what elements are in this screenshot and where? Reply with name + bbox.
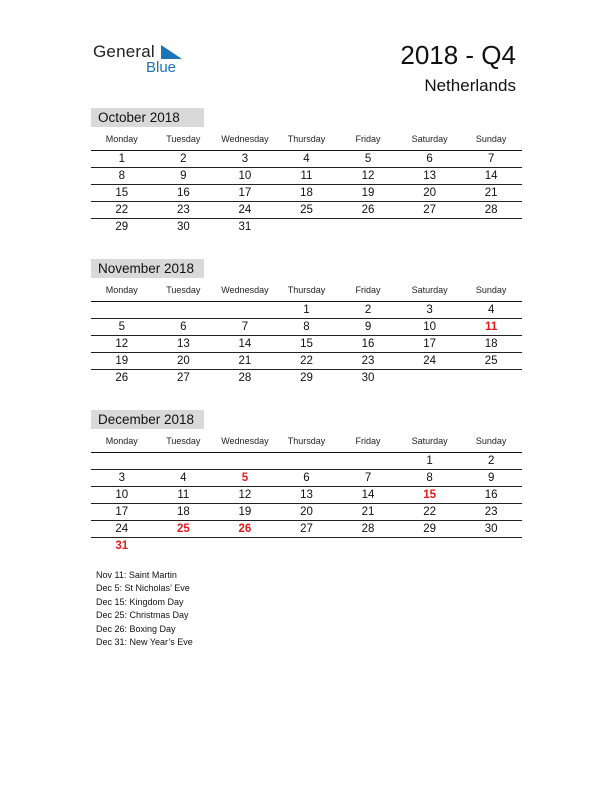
weekday-label: Saturday — [411, 285, 448, 295]
week-row — [91, 336, 522, 353]
day-cell: 10 — [115, 489, 129, 501]
day-cell: 27 — [423, 204, 436, 216]
empty-day-cell — [337, 219, 399, 235]
day-cell: 27 — [300, 523, 313, 535]
weekday-label: Tuesday — [166, 436, 201, 446]
weekday-label: Tuesday — [166, 134, 201, 144]
day-cell: 15 — [300, 338, 313, 350]
day-cell: 13 — [176, 338, 190, 350]
holiday-note: Dec 15: Kingdom Day — [96, 596, 184, 607]
weekday-label: Friday — [355, 134, 381, 144]
day-cell: 18 — [300, 187, 313, 199]
day-cell: 9 — [180, 170, 187, 182]
day-cell: 10 — [238, 170, 252, 182]
day-cell: 1 — [303, 304, 310, 316]
day-cell: 14 — [484, 170, 498, 182]
week-row — [91, 353, 522, 370]
day-cell: 29 — [115, 221, 129, 233]
day-cell: 3 — [118, 472, 125, 484]
day-cell: 8 — [303, 321, 310, 333]
month-november — [91, 259, 522, 386]
week-row — [91, 302, 522, 319]
day-cell: 5 — [241, 472, 249, 484]
day-cell: 14 — [361, 489, 375, 501]
empty-day-cell — [91, 453, 153, 469]
day-cell: 24 — [423, 355, 436, 367]
day-cell: 12 — [361, 170, 375, 182]
day-cell: 13 — [423, 170, 436, 182]
weekday-label: Tuesday — [166, 285, 201, 295]
day-cell: 2 — [487, 455, 495, 467]
day-cell: 13 — [300, 489, 313, 501]
day-cell: 11 — [485, 321, 498, 333]
weekday-header — [91, 279, 522, 302]
day-cell: 23 — [176, 204, 190, 216]
weekday-label: Wednesday — [221, 134, 269, 144]
day-cell: 30 — [176, 221, 190, 233]
day-cell: 10 — [423, 321, 436, 333]
weekday-label: Saturday — [411, 134, 448, 144]
holiday-note: Dec 5: St Nicholas’ Eve — [96, 583, 190, 594]
week-row — [91, 504, 522, 521]
weekday-label: Thursday — [287, 436, 326, 446]
day-cell: 19 — [361, 187, 375, 199]
day-cell: 4 — [303, 153, 310, 165]
month-december — [91, 410, 522, 554]
day-cell: 19 — [115, 355, 129, 367]
week-row — [91, 521, 522, 538]
day-cell: 26 — [238, 523, 252, 535]
weekday-label: Sunday — [475, 285, 507, 295]
day-cell: 23 — [484, 506, 498, 518]
holiday-notes — [96, 569, 193, 649]
day-cell: 2 — [180, 153, 187, 165]
weekday-label: Thursday — [287, 134, 326, 144]
weekday-label: Wednesday — [221, 285, 269, 295]
day-cell: 29 — [423, 523, 436, 535]
day-cell: 24 — [115, 523, 129, 535]
brand-word-general: General — [93, 42, 155, 61]
month-label: November 2018 — [91, 259, 204, 278]
day-cell: 11 — [300, 170, 313, 182]
holiday-note: Nov 11: Saint Martin — [96, 570, 177, 580]
empty-day-cell — [153, 453, 215, 469]
weekday-label: Friday — [355, 436, 381, 446]
day-cell: 21 — [361, 506, 375, 518]
brand-logo — [93, 42, 193, 78]
day-cell: 28 — [238, 372, 252, 384]
empty-day-cell — [214, 538, 276, 554]
day-cell: 19 — [238, 506, 252, 518]
day-cell: 26 — [115, 372, 129, 384]
day-cell: 28 — [484, 204, 498, 216]
day-cell: 6 — [303, 472, 310, 484]
empty-day-cell — [276, 538, 338, 554]
day-cell: 24 — [238, 204, 252, 216]
day-cell: 31 — [115, 540, 129, 552]
day-cell: 22 — [423, 506, 436, 518]
day-cell: 25 — [176, 523, 190, 535]
day-cell: 12 — [238, 489, 252, 501]
week-row — [91, 487, 522, 504]
holiday-note: Dec 31: New Year’s Eve — [96, 637, 193, 648]
day-cell: 8 — [118, 170, 125, 182]
weekday-label: Sunday — [475, 436, 507, 446]
empty-day-cell — [276, 453, 338, 469]
day-cell: 6 — [426, 153, 433, 165]
week-row — [91, 219, 522, 235]
empty-day-cell — [399, 370, 461, 386]
day-cell: 25 — [484, 355, 498, 367]
country-name: Netherlands — [424, 76, 516, 95]
day-cell: 20 — [176, 355, 190, 367]
month-label: October 2018 — [91, 108, 204, 127]
day-cell: 20 — [300, 506, 313, 518]
week-rows — [91, 302, 522, 386]
day-cell: 15 — [115, 187, 129, 199]
day-cell: 3 — [241, 153, 249, 165]
week-row — [91, 151, 522, 168]
empty-day-cell — [337, 538, 399, 554]
day-cell: 30 — [361, 372, 375, 384]
week-row — [91, 202, 522, 219]
day-cell: 26 — [361, 204, 375, 216]
empty-day-cell — [214, 302, 276, 318]
day-cell: 21 — [238, 355, 252, 367]
day-cell: 14 — [238, 338, 252, 350]
day-cell: 16 — [361, 338, 375, 350]
day-cell: 16 — [484, 489, 498, 501]
weekday-header — [91, 128, 522, 151]
weekday-label: Monday — [105, 134, 138, 144]
empty-day-cell — [153, 302, 215, 318]
weekday-label: Monday — [105, 436, 138, 446]
day-cell: 22 — [115, 204, 129, 216]
weekday-header — [91, 430, 522, 453]
holiday-note: Dec 25: Christmas Day — [96, 610, 189, 621]
day-cell: 3 — [426, 304, 433, 316]
day-cell: 28 — [361, 523, 375, 535]
day-cell: 6 — [180, 321, 187, 333]
day-cell: 5 — [118, 321, 125, 333]
day-cell: 9 — [364, 321, 372, 333]
day-cell: 1 — [118, 153, 125, 165]
empty-day-cell — [399, 538, 461, 554]
day-cell: 23 — [361, 355, 375, 367]
week-rows — [91, 151, 522, 235]
day-cell: 12 — [115, 338, 129, 350]
empty-day-cell — [460, 219, 522, 235]
day-cell: 22 — [300, 355, 313, 367]
day-cell: 18 — [484, 338, 498, 350]
week-row — [91, 185, 522, 202]
month-october — [91, 108, 522, 235]
day-cell: 7 — [487, 153, 495, 165]
day-cell: 8 — [426, 472, 433, 484]
week-row — [91, 470, 522, 487]
day-cell: 21 — [484, 187, 498, 199]
week-row — [91, 538, 522, 554]
empty-day-cell — [399, 219, 461, 235]
empty-day-cell — [214, 453, 276, 469]
empty-day-cell — [276, 219, 338, 235]
day-cell: 17 — [423, 338, 436, 350]
day-cell: 17 — [238, 187, 252, 199]
day-cell: 7 — [364, 472, 372, 484]
day-cell: 27 — [176, 372, 190, 384]
day-cell: 18 — [176, 506, 190, 518]
day-cell: 16 — [176, 187, 190, 199]
week-row — [91, 453, 522, 470]
empty-day-cell — [153, 538, 215, 554]
empty-day-cell — [460, 370, 522, 386]
weekday-label: Thursday — [287, 285, 326, 295]
empty-day-cell — [91, 302, 153, 318]
weekday-label: Saturday — [411, 436, 448, 446]
day-cell: 5 — [364, 153, 372, 165]
day-cell: 11 — [177, 489, 190, 501]
day-cell: 7 — [241, 321, 249, 333]
day-cell: 30 — [484, 523, 498, 535]
day-cell: 25 — [300, 204, 313, 216]
day-cell: 4 — [180, 472, 187, 484]
week-row — [91, 168, 522, 185]
day-cell: 20 — [423, 187, 436, 199]
day-cell: 4 — [487, 304, 495, 316]
weekday-label: Friday — [355, 285, 381, 295]
weekday-label: Sunday — [475, 134, 507, 144]
brand-word-blue: Blue — [146, 59, 177, 76]
holiday-note: Dec 26: Boxing Day — [96, 623, 176, 634]
week-rows — [91, 453, 522, 554]
day-cell: 15 — [423, 489, 436, 501]
day-cell: 2 — [364, 304, 372, 316]
page-title: 2018 - Q4 — [400, 40, 516, 70]
day-cell: 31 — [238, 221, 252, 233]
week-row — [91, 319, 522, 336]
day-cell: 1 — [426, 455, 433, 467]
week-row — [91, 370, 522, 386]
weekday-label: Wednesday — [221, 436, 269, 446]
empty-day-cell — [337, 453, 399, 469]
empty-day-cell — [460, 538, 522, 554]
month-label: December 2018 — [91, 410, 204, 429]
day-cell: 9 — [487, 472, 495, 484]
day-cell: 17 — [115, 506, 129, 518]
weekday-label: Monday — [105, 285, 138, 295]
day-cell: 29 — [300, 372, 313, 384]
